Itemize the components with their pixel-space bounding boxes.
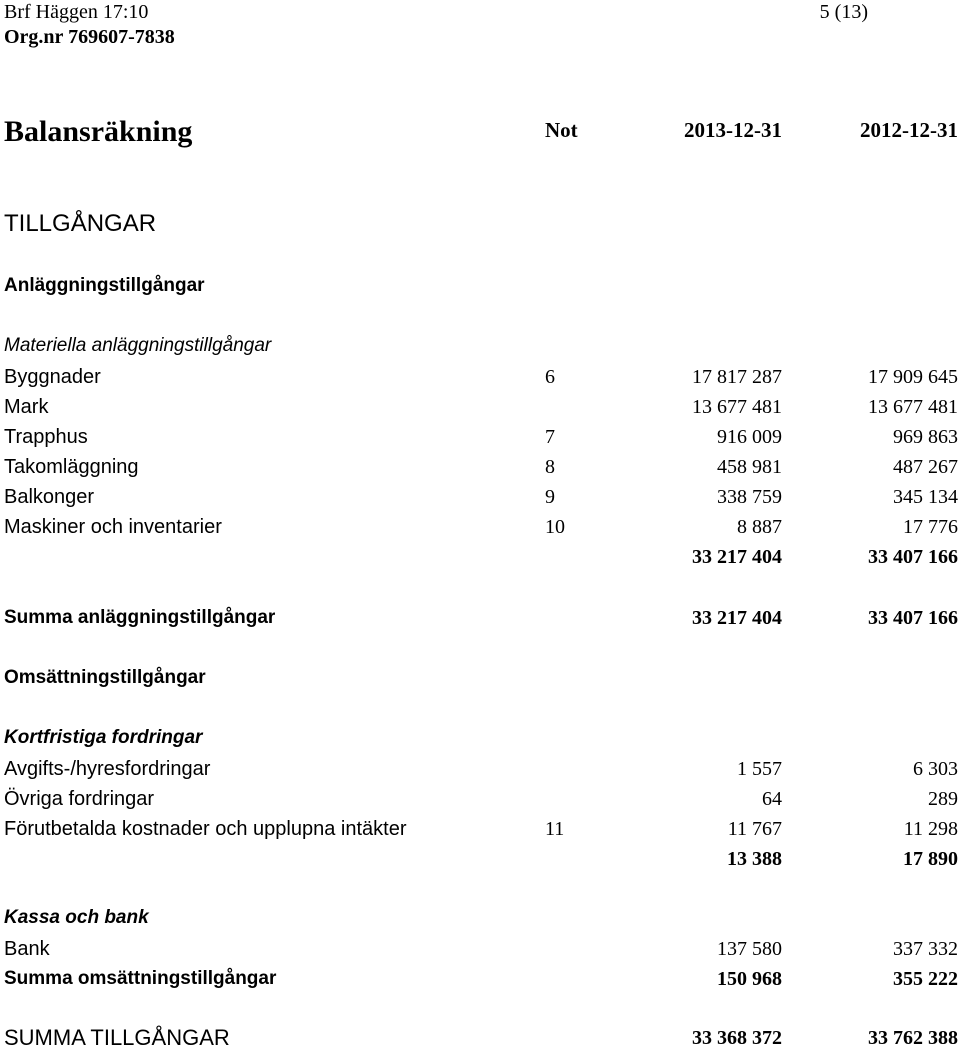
- row-value-2012: 17 776: [903, 516, 958, 538]
- page-number: 5 (13): [819, 1, 868, 23]
- subsection-heading-omsattning: Omsättningstillgångar: [4, 667, 206, 688]
- summa-label: Summa anläggningstillgångar: [4, 607, 276, 628]
- summa-2012: 33 407 166: [868, 607, 958, 629]
- row-value-2012: 969 863: [893, 426, 958, 448]
- row-value-2013: 1 557: [737, 758, 782, 780]
- column-header-not: Not: [545, 118, 578, 142]
- total-label: SUMMA TILLGÅNGAR: [4, 1025, 230, 1050]
- group-heading-materiella: Materiella anläggningstillgångar: [4, 335, 272, 356]
- subtotal-2013: 33 217 404: [692, 546, 782, 568]
- row-label: Byggnader: [4, 366, 101, 388]
- row-value-2012: 337 332: [893, 938, 958, 960]
- row-value-2013: 11 767: [727, 818, 782, 840]
- row-value-2012: 6 303: [913, 758, 958, 780]
- row-label: Övriga fordringar: [4, 788, 155, 810]
- row-value-2012: 13 677 481: [868, 396, 958, 418]
- row-label: Mark: [4, 396, 49, 418]
- row-not: 6: [545, 366, 555, 388]
- row-value-2012: 17 909 645: [868, 366, 958, 388]
- row-value-2012: 289: [928, 788, 958, 810]
- summa-2013: 33 217 404: [692, 607, 782, 629]
- section-heading-tillgangar: TILLGÅNGAR: [4, 210, 157, 237]
- subtotal-2013: 13 388: [727, 848, 782, 870]
- row-not: 7: [545, 426, 555, 448]
- row-not: 11: [545, 818, 565, 840]
- summa-label: Summa omsättningstillgångar: [4, 968, 277, 989]
- column-header-2013: 2013-12-31: [684, 118, 782, 142]
- row-value-2013: 338 759: [717, 486, 782, 508]
- subsection-heading-anlaggning: Anläggningstillgångar: [4, 275, 205, 296]
- row-value-2013: 8 887: [737, 516, 782, 538]
- row-label: Balkonger: [4, 486, 95, 508]
- subtotal-2012: 33 407 166: [868, 546, 958, 568]
- row-not: 8: [545, 456, 555, 478]
- page-title: Balansräkning: [4, 115, 193, 148]
- organization-name: Brf Häggen 17:10: [4, 1, 149, 23]
- summa-2013: 150 968: [717, 968, 782, 990]
- row-value-2013: 137 580: [717, 938, 782, 960]
- row-label: Takomläggning: [4, 456, 139, 478]
- row-value-2012: 11 298: [903, 818, 958, 840]
- column-header-2012: 2012-12-31: [860, 118, 958, 142]
- row-value-2013: 458 981: [717, 456, 782, 478]
- row-value-2013: 916 009: [717, 426, 782, 448]
- row-value-2013: 17 817 287: [692, 366, 782, 388]
- row-label: Avgifts-/hyresfordringar: [4, 758, 211, 780]
- subtotal-2012: 17 890: [903, 848, 958, 870]
- group-heading-kortfristiga: Kortfristiga fordringar: [4, 727, 203, 748]
- row-label: Förutbetalda kostnader och upplupna intäkter: [4, 818, 407, 840]
- row-value-2013: 64: [762, 788, 782, 810]
- row-label: Bank: [4, 938, 50, 960]
- row-value-2012: 487 267: [893, 456, 958, 478]
- row-not: 9: [545, 486, 555, 508]
- row-value-2013: 13 677 481: [692, 396, 782, 418]
- row-not: 10: [545, 516, 565, 538]
- total-2013: 33 368 372: [692, 1027, 782, 1049]
- row-label: Trapphus: [4, 426, 88, 448]
- row-label: Maskiner och inventarier: [4, 516, 222, 538]
- organization-number: Org.nr 769607-7838: [4, 26, 175, 48]
- row-value-2012: 345 134: [893, 486, 958, 508]
- total-2012: 33 762 388: [868, 1027, 958, 1049]
- summa-2012: 355 222: [893, 968, 958, 990]
- group-heading-kassa: Kassa och bank: [4, 907, 149, 928]
